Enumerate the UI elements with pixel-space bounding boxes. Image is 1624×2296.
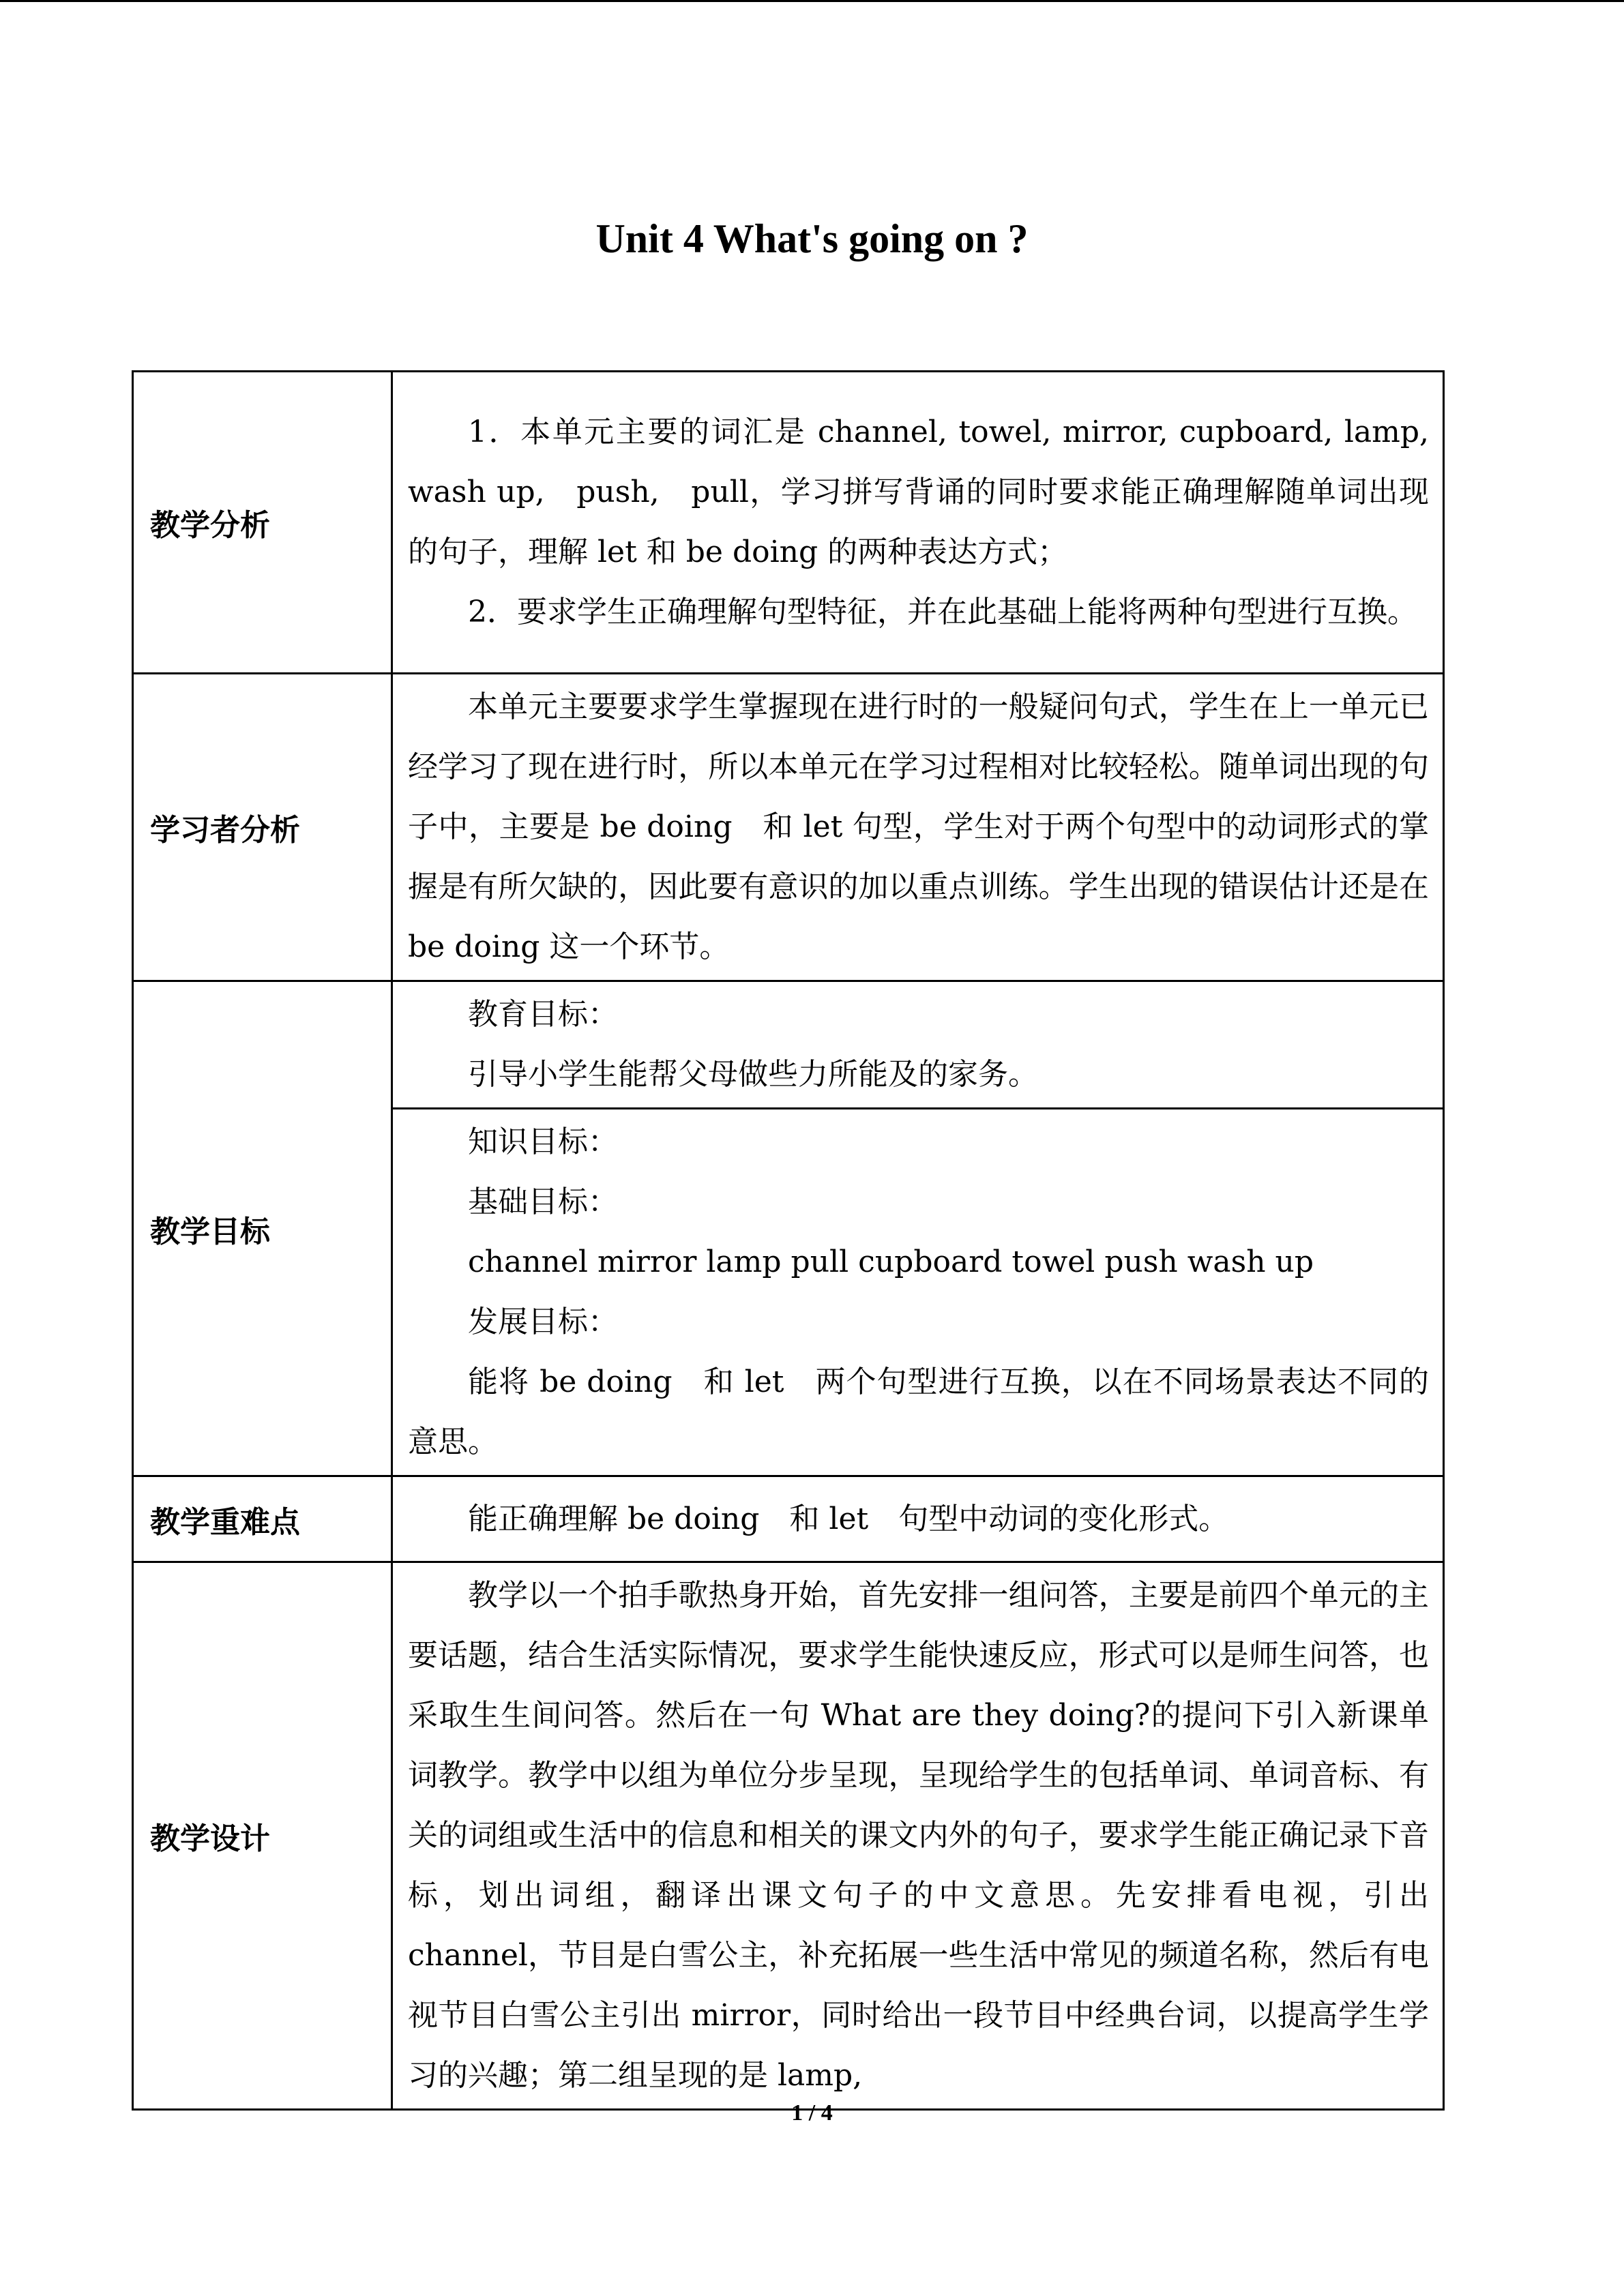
row-label-analysis: 教学分析 [133, 372, 392, 674]
key-points-text: 能正确理解 be doing 和 let 句型中动词的变化形式。 [468, 1501, 1229, 1536]
row-content-knowledge-goal [392, 1109, 1444, 1476]
vocabulary-words: channel mirror lamp pull cupboard towel push wash up [468, 1244, 1314, 1279]
table-row-objectives-education [133, 981, 1444, 1109]
basic-goal-heading: 基础目标： [468, 1184, 618, 1219]
table-row-learner [133, 674, 1444, 981]
row-content-learner [392, 674, 1444, 981]
analysis-paragraph-2: 2．要求学生正确理解句型特征，并在此基础上能将两种句型进行互换。 [468, 595, 1417, 629]
row-content-education-goal [392, 981, 1444, 1109]
row-content-analysis [392, 372, 1444, 674]
row-label-key-points: 教学重难点 [133, 1476, 392, 1562]
education-goal-text: 引导小学生能帮父母做些力所能及的家务。 [468, 1057, 1038, 1092]
knowledge-goal-heading: 知识目标： [468, 1124, 618, 1159]
table-row-design [133, 1562, 1444, 2110]
table-row-key-points [133, 1476, 1444, 1562]
top-border-line [0, 0, 1624, 2]
analysis-paragraph-1: 1．本单元主要的词汇是 channel, towel, mirror, cupboard, lamp, wash up, push, pull，学习拼写背诵的同时要求能正确理解随单词出现的句子，理解 let 和 be doing 的两种表达方式； [408, 415, 1429, 569]
development-goal-heading: 发展目标： [468, 1304, 618, 1339]
document-title: Unit 4 What's going on ? [595, 216, 1029, 261]
row-label-design: 教学设计 [133, 1562, 392, 2110]
row-label-objectives: 教学目标 [133, 981, 392, 1476]
table-row-analysis [133, 372, 1444, 674]
learner-paragraph: 本单元主要要求学生掌握现在进行时的一般疑问句式，学生在上一单元已经学习了现在进行时，所以本单元在学习过程相对比较轻松。随单词出现的句子中，主要是 be doing 和 let 句型，学生对于两个句型中的动词形式的掌握是有所欠缺的，因此要有意识的加以重点训练。学生出现的错误估计还是在 be doing 这一个环节。 [408, 689, 1429, 964]
row-content-design [392, 1562, 1444, 2110]
development-goal-text: 能将 be doing 和 let 两个句型进行互换，以在不同场景表达不同的意思。 [408, 1365, 1429, 1459]
row-content-key-points [392, 1476, 1444, 1562]
education-goal-heading: 教育目标： [468, 997, 618, 1032]
design-paragraph: 教学以一个拍手歌热身开始，首先安排一组问答，主要是前四个单元的主要话题，结合生活实际情况，要求学生能快速反应，形式可以是师生问答，也采取生生间问答。然后在一句 What are they doing?的提问下引入新课单词教学。教学中以组为单位分步呈现，呈现给学生的包括单词、单词音标、有关的词组或生活中的信息和相关的课文内外的句子，要求学生能正确记录下音标，划出词组，翻译出课文句子的中文意思。先安排看电视，引出 channel，节目是白雪公主，补充拓展一些生活中常见的频道名称，然后有电视节目白雪公主引出 mirror，同时给出一段节目中经典台词，以提高学生学习的兴趣；第二组呈现的是 lamp, [408, 1578, 1429, 2093]
page-number: 1 / 4 [791, 2100, 833, 2126]
lesson-plan-table [132, 370, 1445, 2111]
row-label-learner: 学习者分析 [133, 674, 392, 981]
